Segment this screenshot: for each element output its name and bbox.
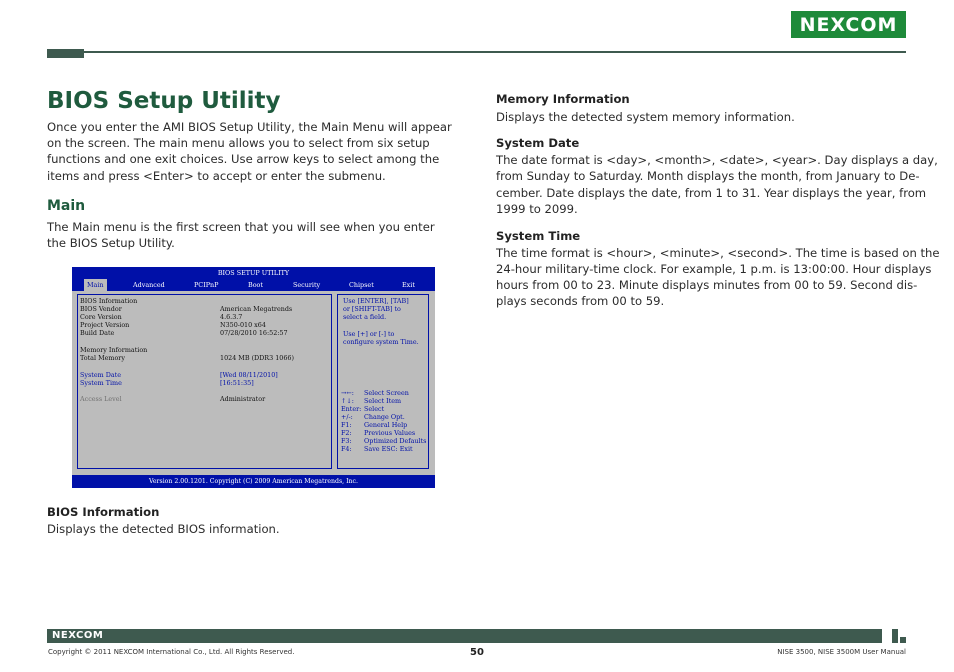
key-hint-key: F3: [341, 437, 352, 445]
total-memory-value: 1024 MB (DDR3 1066) [220, 354, 294, 362]
system-date-line: from Sunday to Saturday. Month displays the month, from January to De- [496, 169, 920, 183]
system-time-line: hours from 00 to 23. Minute displays minutes from 00 to 59. Second dis- [496, 278, 918, 292]
system-time-line: The time format is <hour>, <minute>, <second>. The time is based on the [496, 246, 940, 260]
key-hint-key: F4: [341, 445, 352, 453]
bios-info-label: BIOS Information [80, 297, 138, 305]
access-level-value: Administrator [220, 395, 266, 403]
bios-menu-main: Main [84, 279, 107, 291]
build-date-value: 07/28/2010 16:52:57 [220, 329, 288, 337]
bios-info-heading: BIOS Information [47, 505, 160, 519]
bios-body [72, 291, 435, 475]
page-title: BIOS Setup Utility [47, 88, 281, 114]
project-version-value: N350-010 x64 [220, 321, 266, 329]
bios-screenshot [72, 267, 435, 488]
bios-info-text: Displays the detected BIOS information. [47, 522, 280, 536]
bios-menu-boot: Boot [248, 281, 263, 289]
bios-menu-exit: Exit [402, 281, 415, 289]
system-date-line: 1999 to 2099. [496, 202, 578, 216]
footer-bar [47, 629, 882, 643]
core-version-value: 4.6.3.7 [220, 313, 243, 321]
bios-title-bar: BIOS SETUP UTILITY [217, 269, 290, 277]
help-line-3: select a field. [343, 313, 387, 321]
key-hint-key: Enter: [341, 405, 362, 413]
key-hint-desc: Save ESC: Exit [364, 445, 413, 453]
bios-menu-advanced: Advanced [133, 281, 165, 289]
bios-version-bar: Version 2.00.1201. Copyright (C) 2009 American Megatrends, Inc. [149, 478, 358, 485]
system-time-heading: System Time [496, 229, 581, 243]
key-hint-key: +/-: [341, 413, 353, 421]
system-date-line: The date format is <day>, <month>, <date>, <year>. Day displays a day, [496, 153, 938, 167]
system-date-line: cember. Date displays the date, from 1 to 31. Year displays the year, from [496, 186, 927, 200]
bios-menu-chipset: Chipset [349, 281, 374, 289]
key-hint-desc: General Help [364, 421, 408, 429]
key-hint-desc: Select [364, 405, 385, 413]
footer-square-icon [892, 629, 898, 643]
memory-info-text: Displays the detected system memory information. [496, 110, 795, 124]
key-hint-desc: Previous Values [364, 429, 416, 437]
header-rule [84, 51, 906, 53]
key-hint-key: F1: [341, 421, 352, 429]
key-hint-key: F2: [341, 429, 352, 437]
system-date-label: System Date [80, 371, 121, 379]
system-date-value: [Wed 08/11/2010] [220, 371, 278, 379]
bios-vendor-value: American Megatrends [220, 305, 293, 313]
system-time-value: [16:51:35] [220, 379, 254, 387]
memory-info-heading: Memory Information [496, 92, 630, 106]
project-version-label: Project Version [80, 321, 130, 329]
build-date-label: Build Date [80, 329, 115, 337]
total-memory-label: Total Memory [80, 354, 125, 362]
key-hint-key: →←: [341, 389, 354, 397]
bios-menu-pcipnp: PCIPnP [194, 281, 219, 289]
system-date-heading: System Date [496, 136, 580, 150]
page-number: 50 [470, 647, 484, 658]
bios-menu-bar [72, 279, 435, 291]
help-line-2: or [SHIFT-TAB] to [343, 305, 401, 313]
intro-paragraph: Once you enter the AMI BIOS Setup Utility, the Main Menu will appear on the screen. The main menu allows you to select from six setup functions and one exit choices. Use arrow keys to select among the items and press <Enter> to accept or enter the submenu. [47, 120, 452, 183]
access-level-label: Access Level [80, 395, 122, 403]
footer-square-icon [900, 637, 906, 643]
key-hint-desc: Change Opt. [364, 413, 405, 421]
footer-logo: NEXCOM [52, 630, 104, 641]
help-line-4: Use [+] or [-] to [343, 330, 395, 338]
footer-copyright: Copyright © 2011 NEXCOM International Co., Ltd. All Rights Reserved. [48, 648, 295, 656]
main-paragraph: The Main menu is the first screen that you will see when you enter the BIOS Setup Utility. [47, 220, 435, 251]
header-accent-block [47, 49, 84, 58]
key-hint-desc: Optimized Defaults [364, 437, 427, 445]
footer-manual-title: NISE 3500, NISE 3500M User Manual [777, 648, 906, 656]
key-hint-desc: Select Screen [364, 389, 409, 397]
system-time-line: 24-hour military-time clock. For example, 1 p.m. is 13:00:00. Hour displays [496, 262, 932, 276]
nexcom-logo: NEXCOM [791, 11, 906, 38]
system-time-label: System Time [80, 379, 122, 387]
system-time-line: plays seconds from 00 to 59. [496, 294, 665, 308]
help-line-5: configure system Time. [343, 338, 419, 346]
memory-info-label: Memory Information [80, 346, 148, 354]
key-hint-desc: Select Item [364, 397, 402, 405]
main-heading: Main [47, 198, 86, 214]
key-hint-key: ↑↓: [341, 397, 354, 405]
bios-vendor-label: BIOS Vendor [80, 305, 122, 313]
core-version-label: Core Version [80, 313, 122, 321]
help-line-1: Use [ENTER], [TAB] [343, 297, 409, 305]
bios-menu-security: Security [293, 281, 321, 289]
